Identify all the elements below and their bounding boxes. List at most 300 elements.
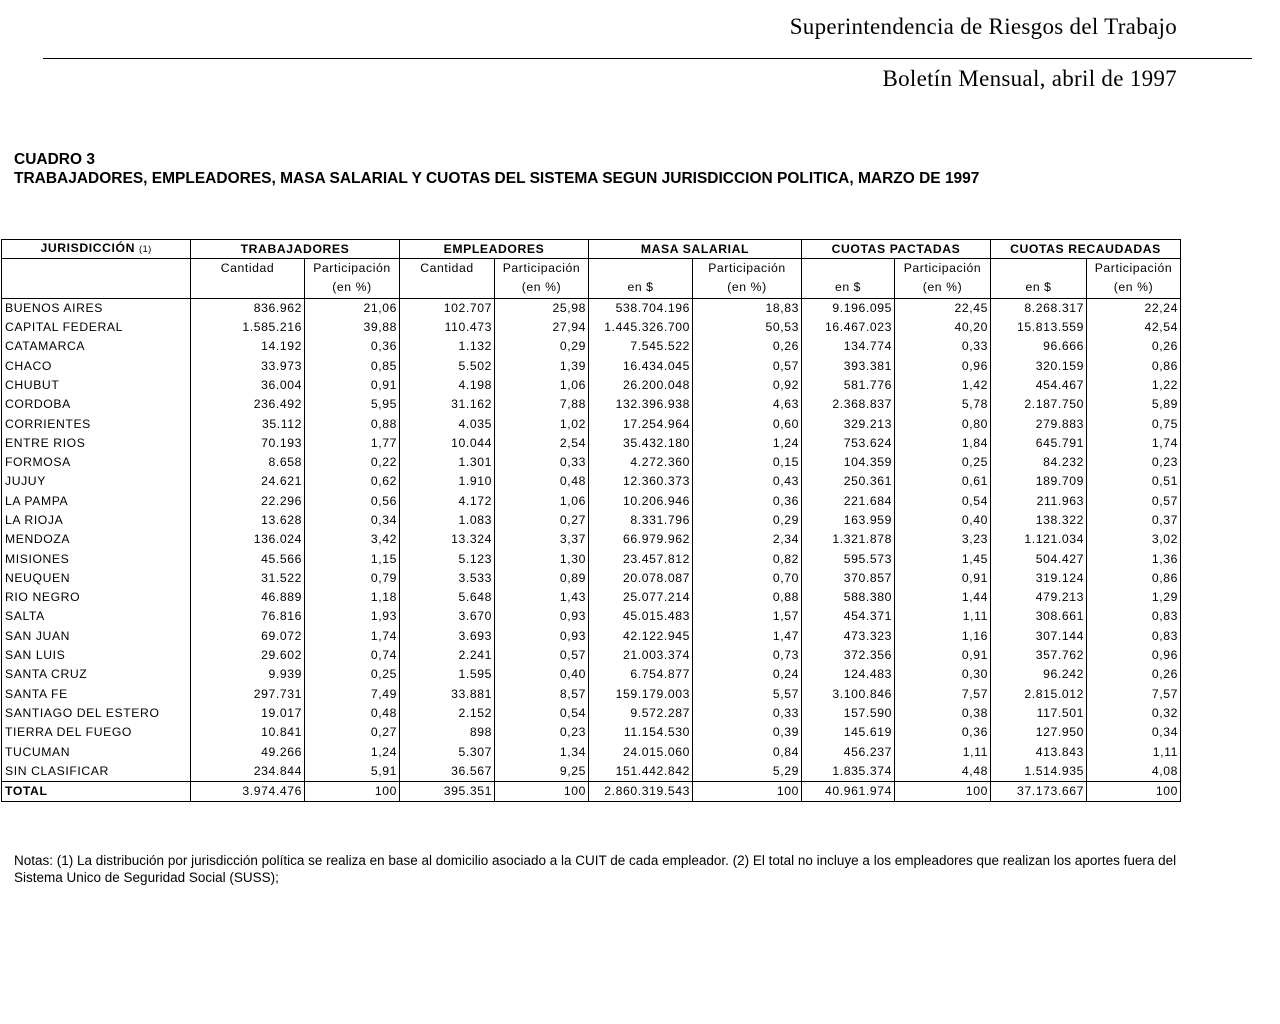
trabajadores-pct-cell: 1,24	[305, 742, 400, 761]
trabajadores-cantidad-cell: 19.017	[191, 704, 305, 723]
group-header-row	[2, 240, 1181, 259]
trabajadores-pct-cell: 0,36	[305, 337, 400, 356]
pactadas-pct-cell: 1,42	[895, 376, 991, 395]
recaudadas-pesos-cell: 279.883	[991, 414, 1087, 433]
trabajadores-cantidad-cell: 8.658	[191, 453, 305, 472]
recaudadas-pesos-cell: 96.242	[991, 665, 1087, 684]
trabajadores-pct-cell: 7,49	[305, 685, 400, 704]
header-cuotas-pactadas: CUOTAS PACTADAS	[802, 240, 991, 259]
jurisdiccion-cell: TUCUMAN	[2, 742, 191, 761]
recaudadas-pesos-cell: 1.514.935	[991, 762, 1087, 782]
empleadores-pct-cell: 100	[495, 782, 589, 802]
trabajadores-cantidad-cell: 69.072	[191, 627, 305, 646]
empleadores-pct-cell: 0,40	[495, 665, 589, 684]
masa-pesos-cell: 21.003.374	[589, 646, 693, 665]
masa-pesos-cell: 17.254.964	[589, 414, 693, 433]
subheader-en-pct: (en %)	[495, 278, 589, 298]
pactadas-pct-cell: 0,30	[895, 665, 991, 684]
header-empleadores: EMPLEADORES	[400, 240, 589, 259]
table-row	[2, 414, 1181, 433]
trabajadores-cantidad-cell: 29.602	[191, 646, 305, 665]
recaudadas-pct-cell: 0,26	[1087, 337, 1181, 356]
subheader-blank	[589, 259, 693, 279]
empleadores-pct-cell: 1,06	[495, 492, 589, 511]
empleadores-pct-cell: 0,33	[495, 453, 589, 472]
recaudadas-pesos-cell: 127.950	[991, 723, 1087, 742]
recaudadas-pct-cell: 0,51	[1087, 472, 1181, 491]
pactadas-pesos-cell: 473.323	[802, 627, 895, 646]
table-row	[2, 298, 1181, 318]
trabajadores-cantidad-cell: 46.889	[191, 588, 305, 607]
table-caption	[14, 150, 979, 188]
table-body	[2, 298, 1181, 802]
empleadores-cantidad-cell: 5.307	[400, 742, 495, 761]
jurisdiccion-cell: MISIONES	[2, 549, 191, 568]
pactadas-pesos-cell: 595.573	[802, 549, 895, 568]
jurisdiccion-cell: SANTIAGO DEL ESTERO	[2, 704, 191, 723]
empleadores-pct-cell: 0,89	[495, 569, 589, 588]
pactadas-pct-cell: 1,44	[895, 588, 991, 607]
subheader-blank	[802, 259, 895, 279]
pactadas-pesos-cell: 372.356	[802, 646, 895, 665]
recaudadas-pesos-cell: 479.213	[991, 588, 1087, 607]
pactadas-pesos-cell: 221.684	[802, 492, 895, 511]
recaudadas-pesos-cell: 37.173.667	[991, 782, 1087, 802]
recaudadas-pct-cell: 1,36	[1087, 549, 1181, 568]
trabajadores-pct-cell: 0,25	[305, 665, 400, 684]
jurisdiccion-cell: CORRIENTES	[2, 414, 191, 433]
empleadores-cantidad-cell: 102.707	[400, 298, 495, 318]
header-divider	[43, 58, 1252, 59]
recaudadas-pesos-cell: 2.815.012	[991, 685, 1087, 704]
subheader-en-pesos: en $	[589, 278, 693, 298]
masa-pct-cell: 0,82	[693, 549, 802, 568]
trabajadores-cantidad-cell: 836.962	[191, 298, 305, 318]
recaudadas-pesos-cell: 413.843	[991, 742, 1087, 761]
masa-pct-cell: 0,73	[693, 646, 802, 665]
organization-title: Superintendencia de Riesgos del Trabajo	[789, 14, 1177, 39]
empleadores-pct-cell: 0,93	[495, 607, 589, 626]
recaudadas-pct-cell: 42,54	[1087, 318, 1181, 337]
recaudadas-pct-cell: 7,57	[1087, 685, 1181, 704]
trabajadores-pct-cell: 0,48	[305, 704, 400, 723]
trabajadores-cantidad-cell: 24.621	[191, 472, 305, 491]
pactadas-pesos-cell: 393.381	[802, 356, 895, 375]
sub-header-row-1	[2, 259, 1181, 279]
recaudadas-pct-cell: 5,89	[1087, 395, 1181, 414]
empleadores-pct-cell: 0,48	[495, 472, 589, 491]
table-row	[2, 472, 1181, 491]
empleadores-pct-cell: 3,37	[495, 530, 589, 549]
table-row	[2, 318, 1181, 337]
empleadores-pct-cell: 0,54	[495, 704, 589, 723]
subheader-en-pesos: en $	[802, 278, 895, 298]
masa-pct-cell: 0,84	[693, 742, 802, 761]
masa-pct-cell: 0,60	[693, 414, 802, 433]
empleadores-pct-cell: 0,57	[495, 646, 589, 665]
pactadas-pesos-cell: 2.368.837	[802, 395, 895, 414]
table-row	[2, 434, 1181, 453]
empleadores-cantidad-cell: 3.533	[400, 569, 495, 588]
pactadas-pct-cell: 40,20	[895, 318, 991, 337]
recaudadas-pct-cell: 22,24	[1087, 298, 1181, 318]
header-masa-salarial: MASA SALARIAL	[589, 240, 802, 259]
table-row	[2, 511, 1181, 530]
empleadores-cantidad-cell: 13.324	[400, 530, 495, 549]
recaudadas-pct-cell: 0,26	[1087, 665, 1181, 684]
jurisdiction-table	[1, 239, 1181, 802]
subheader-participacion: Participación	[693, 259, 802, 279]
pactadas-pesos-cell: 588.380	[802, 588, 895, 607]
pactadas-pesos-cell: 16.467.023	[802, 318, 895, 337]
masa-pesos-cell: 24.015.060	[589, 742, 693, 761]
masa-pesos-cell: 159.179.003	[589, 685, 693, 704]
trabajadores-pct-cell: 1,15	[305, 549, 400, 568]
empleadores-cantidad-cell: 2.241	[400, 646, 495, 665]
table-row	[2, 492, 1181, 511]
recaudadas-pesos-cell: 308.661	[991, 607, 1087, 626]
header-jurisdiccion: JURISDICCIÓN (1)	[2, 240, 191, 259]
trabajadores-pct-cell: 21,06	[305, 298, 400, 318]
masa-pesos-cell: 26.200.048	[589, 376, 693, 395]
recaudadas-pesos-cell: 1.121.034	[991, 530, 1087, 549]
masa-pesos-cell: 20.078.087	[589, 569, 693, 588]
jurisdiccion-cell: SANTA FE	[2, 685, 191, 704]
empleadores-pct-cell: 9,25	[495, 762, 589, 782]
recaudadas-pesos-cell: 96.666	[991, 337, 1087, 356]
pactadas-pesos-cell: 9.196.095	[802, 298, 895, 318]
masa-pct-cell: 0,92	[693, 376, 802, 395]
pactadas-pesos-cell: 104.359	[802, 453, 895, 472]
pactadas-pesos-cell: 157.590	[802, 704, 895, 723]
recaudadas-pesos-cell: 319.124	[991, 569, 1087, 588]
subheader-blank	[991, 259, 1087, 279]
masa-pct-cell: 0,36	[693, 492, 802, 511]
pactadas-pct-cell: 1,11	[895, 607, 991, 626]
table-row	[2, 588, 1181, 607]
table-row	[2, 453, 1181, 472]
table-row	[2, 549, 1181, 568]
empleadores-cantidad-cell: 395.351	[400, 782, 495, 802]
empleadores-pct-cell: 0,29	[495, 337, 589, 356]
jurisdiccion-cell: TOTAL	[2, 782, 191, 802]
pactadas-pesos-cell: 145.619	[802, 723, 895, 742]
recaudadas-pesos-cell: 211.963	[991, 492, 1087, 511]
trabajadores-pct-cell: 5,95	[305, 395, 400, 414]
pactadas-pct-cell: 0,91	[895, 569, 991, 588]
masa-pct-cell: 0,57	[693, 356, 802, 375]
trabajadores-pct-cell: 0,34	[305, 511, 400, 530]
pactadas-pesos-cell: 370.857	[802, 569, 895, 588]
jurisdiccion-cell: CAPITAL FEDERAL	[2, 318, 191, 337]
recaudadas-pesos-cell: 645.791	[991, 434, 1087, 453]
recaudadas-pesos-cell: 307.144	[991, 627, 1087, 646]
trabajadores-pct-cell: 0,85	[305, 356, 400, 375]
recaudadas-pct-cell: 4,08	[1087, 762, 1181, 782]
pactadas-pct-cell: 0,61	[895, 472, 991, 491]
masa-pct-cell: 100	[693, 782, 802, 802]
masa-pesos-cell: 35.432.180	[589, 434, 693, 453]
empleadores-pct-cell: 27,94	[495, 318, 589, 337]
table-row	[2, 646, 1181, 665]
trabajadores-cantidad-cell: 297.731	[191, 685, 305, 704]
empleadores-cantidad-cell: 110.473	[400, 318, 495, 337]
table-row	[2, 723, 1181, 742]
trabajadores-pct-cell: 0,91	[305, 376, 400, 395]
masa-pesos-cell: 151.442.842	[589, 762, 693, 782]
pactadas-pct-cell: 1,45	[895, 549, 991, 568]
pactadas-pesos-cell: 163.959	[802, 511, 895, 530]
jurisdiccion-cell: CHUBUT	[2, 376, 191, 395]
trabajadores-cantidad-cell: 9.939	[191, 665, 305, 684]
empleadores-cantidad-cell: 10.044	[400, 434, 495, 453]
subheader-en-pct: (en %)	[895, 278, 991, 298]
empleadores-pct-cell: 7,88	[495, 395, 589, 414]
recaudadas-pct-cell: 0,34	[1087, 723, 1181, 742]
masa-pesos-cell: 23.457.812	[589, 549, 693, 568]
jurisdiccion-cell: NEUQUEN	[2, 569, 191, 588]
trabajadores-cantidad-cell: 234.844	[191, 762, 305, 782]
masa-pct-cell: 0,70	[693, 569, 802, 588]
data-table-wrapper	[1, 239, 1181, 802]
table-row	[2, 607, 1181, 626]
masa-pesos-cell: 538.704.196	[589, 298, 693, 318]
masa-pct-cell: 0,88	[693, 588, 802, 607]
pactadas-pct-cell: 0,40	[895, 511, 991, 530]
masa-pct-cell: 0,15	[693, 453, 802, 472]
jurisdiccion-cell: FORMOSA	[2, 453, 191, 472]
trabajadores-cantidad-cell: 3.974.476	[191, 782, 305, 802]
header-cuotas-recaudadas: CUOTAS RECAUDADAS	[991, 240, 1181, 259]
masa-pct-cell: 4,63	[693, 395, 802, 414]
masa-pesos-cell: 66.979.962	[589, 530, 693, 549]
trabajadores-cantidad-cell: 236.492	[191, 395, 305, 414]
empleadores-cantidad-cell: 1.083	[400, 511, 495, 530]
jurisdiccion-cell: SALTA	[2, 607, 191, 626]
jurisdiccion-cell: TIERRA DEL FUEGO	[2, 723, 191, 742]
recaudadas-pesos-cell: 504.427	[991, 549, 1087, 568]
jurisdiccion-cell: LA RIOJA	[2, 511, 191, 530]
masa-pct-cell: 1,57	[693, 607, 802, 626]
table-row	[2, 762, 1181, 782]
masa-pesos-cell: 132.396.938	[589, 395, 693, 414]
recaudadas-pct-cell: 0,32	[1087, 704, 1181, 723]
masa-pct-cell: 0,29	[693, 511, 802, 530]
masa-pct-cell: 0,43	[693, 472, 802, 491]
pactadas-pct-cell: 0,25	[895, 453, 991, 472]
empleadores-cantidad-cell: 5.502	[400, 356, 495, 375]
pactadas-pesos-cell: 581.776	[802, 376, 895, 395]
trabajadores-pct-cell: 3,42	[305, 530, 400, 549]
recaudadas-pct-cell: 0,23	[1087, 453, 1181, 472]
masa-pesos-cell: 25.077.214	[589, 588, 693, 607]
table-row	[2, 742, 1181, 761]
table-row	[2, 665, 1181, 684]
empleadores-pct-cell: 0,23	[495, 723, 589, 742]
trabajadores-cantidad-cell: 49.266	[191, 742, 305, 761]
recaudadas-pct-cell: 3,02	[1087, 530, 1181, 549]
empleadores-cantidad-cell: 4.035	[400, 414, 495, 433]
masa-pct-cell: 0,39	[693, 723, 802, 742]
trabajadores-pct-cell: 1,93	[305, 607, 400, 626]
trabajadores-cantidad-cell: 22.296	[191, 492, 305, 511]
masa-pesos-cell: 4.272.360	[589, 453, 693, 472]
masa-pct-cell: 5,29	[693, 762, 802, 782]
masa-pct-cell: 50,53	[693, 318, 802, 337]
pactadas-pct-cell: 0,36	[895, 723, 991, 742]
empleadores-cantidad-cell: 5.648	[400, 588, 495, 607]
empleadores-cantidad-cell: 4.198	[400, 376, 495, 395]
masa-pesos-cell: 16.434.045	[589, 356, 693, 375]
cuadro-title: TRABAJADORES, EMPLEADORES, MASA SALARIAL Y CUOTAS DEL SISTEMA SEGUN JURISDICCION POLITICA, MARZO DE 1997	[14, 170, 980, 187]
pactadas-pct-cell: 1,16	[895, 627, 991, 646]
recaudadas-pct-cell: 100	[1087, 782, 1181, 802]
empleadores-pct-cell: 0,27	[495, 511, 589, 530]
jurisdiccion-cell: SAN LUIS	[2, 646, 191, 665]
trabajadores-cantidad-cell: 36.004	[191, 376, 305, 395]
pactadas-pesos-cell: 1.321.878	[802, 530, 895, 549]
empleadores-cantidad-cell: 2.152	[400, 704, 495, 723]
masa-pct-cell: 1,24	[693, 434, 802, 453]
table-row	[2, 685, 1181, 704]
trabajadores-pct-cell: 1,74	[305, 627, 400, 646]
pactadas-pct-cell: 0,96	[895, 356, 991, 375]
subheader-participacion: Participación	[895, 259, 991, 279]
pactadas-pct-cell: 22,45	[895, 298, 991, 318]
footnotes: Notas: (1) La distribución por jurisdicción política se realiza en base al domicilio asociado a la CUIT de cada empleador. (2) El total no incluye a los empleadores que realizan los aportes fuera del Sistema Unico de Seguridad Social (SUSS);	[14, 853, 1177, 885]
jurisdiccion-cell: SANTA CRUZ	[2, 665, 191, 684]
table-row	[2, 627, 1181, 646]
recaudadas-pct-cell: 0,37	[1087, 511, 1181, 530]
recaudadas-pesos-cell: 138.322	[991, 511, 1087, 530]
empleadores-pct-cell: 1,02	[495, 414, 589, 433]
trabajadores-pct-cell: 0,56	[305, 492, 400, 511]
masa-pct-cell: 5,57	[693, 685, 802, 704]
subheader-blank	[191, 278, 305, 298]
pactadas-pct-cell: 0,80	[895, 414, 991, 433]
recaudadas-pesos-cell: 320.159	[991, 356, 1087, 375]
empleadores-pct-cell: 1,30	[495, 549, 589, 568]
pactadas-pct-cell: 4,48	[895, 762, 991, 782]
header-trabajadores: TRABAJADORES	[191, 240, 400, 259]
pactadas-pesos-cell: 753.624	[802, 434, 895, 453]
subheader-en-pct: (en %)	[1087, 278, 1181, 298]
empleadores-cantidad-cell: 5.123	[400, 549, 495, 568]
recaudadas-pesos-cell: 117.501	[991, 704, 1087, 723]
trabajadores-pct-cell: 1,18	[305, 588, 400, 607]
recaudadas-pct-cell: 0,86	[1087, 356, 1181, 375]
masa-pct-cell: 18,83	[693, 298, 802, 318]
masa-pesos-cell: 9.572.287	[589, 704, 693, 723]
pactadas-pesos-cell: 329.213	[802, 414, 895, 433]
masa-pesos-cell: 42.122.945	[589, 627, 693, 646]
empleadores-cantidad-cell: 36.567	[400, 762, 495, 782]
empleadores-cantidad-cell: 4.172	[400, 492, 495, 511]
pactadas-pct-cell: 7,57	[895, 685, 991, 704]
masa-pct-cell: 0,26	[693, 337, 802, 356]
trabajadores-pct-cell: 0,22	[305, 453, 400, 472]
pactadas-pesos-cell: 3.100.846	[802, 685, 895, 704]
empleadores-cantidad-cell: 31.162	[400, 395, 495, 414]
pactadas-pct-cell: 1,84	[895, 434, 991, 453]
table-row	[2, 376, 1181, 395]
jurisdiccion-cell: BUENOS AIRES	[2, 298, 191, 318]
recaudadas-pct-cell: 0,83	[1087, 627, 1181, 646]
empleadores-cantidad-cell: 1.301	[400, 453, 495, 472]
trabajadores-pct-cell: 100	[305, 782, 400, 802]
pactadas-pct-cell: 5,78	[895, 395, 991, 414]
pactadas-pct-cell: 0,33	[895, 337, 991, 356]
subheader-participacion: Participación	[1087, 259, 1181, 279]
masa-pct-cell: 1,47	[693, 627, 802, 646]
trabajadores-cantidad-cell: 33.973	[191, 356, 305, 375]
recaudadas-pct-cell: 0,86	[1087, 569, 1181, 588]
recaudadas-pesos-cell: 189.709	[991, 472, 1087, 491]
trabajadores-cantidad-cell: 1.585.216	[191, 318, 305, 337]
empleadores-pct-cell: 8,57	[495, 685, 589, 704]
empleadores-cantidad-cell: 1.595	[400, 665, 495, 684]
trabajadores-cantidad-cell: 31.522	[191, 569, 305, 588]
trabajadores-cantidad-cell: 13.628	[191, 511, 305, 530]
masa-pesos-cell: 11.154.530	[589, 723, 693, 742]
subheader-blank	[2, 259, 191, 279]
empleadores-cantidad-cell: 3.693	[400, 627, 495, 646]
jurisdiccion-cell: SIN CLASIFICAR	[2, 762, 191, 782]
trabajadores-cantidad-cell: 14.192	[191, 337, 305, 356]
empleadores-cantidad-cell: 898	[400, 723, 495, 742]
sub-header-row-2	[2, 278, 1181, 298]
jurisdiccion-cell: CORDOBA	[2, 395, 191, 414]
table-row	[2, 569, 1181, 588]
pactadas-pesos-cell: 454.371	[802, 607, 895, 626]
masa-pct-cell: 2,34	[693, 530, 802, 549]
trabajadores-cantidad-cell: 136.024	[191, 530, 305, 549]
masa-pesos-cell: 7.545.522	[589, 337, 693, 356]
masa-pesos-cell: 12.360.373	[589, 472, 693, 491]
empleadores-cantidad-cell: 3.670	[400, 607, 495, 626]
trabajadores-pct-cell: 0,88	[305, 414, 400, 433]
subheader-cantidad: Cantidad	[400, 259, 495, 279]
subheader-en-pesos: en $	[991, 278, 1087, 298]
empleadores-pct-cell: 2,54	[495, 434, 589, 453]
empleadores-pct-cell: 1,34	[495, 742, 589, 761]
recaudadas-pct-cell: 1,22	[1087, 376, 1181, 395]
subheader-blank	[400, 278, 495, 298]
pactadas-pct-cell: 0,38	[895, 704, 991, 723]
recaudadas-pct-cell: 0,83	[1087, 607, 1181, 626]
trabajadores-cantidad-cell: 35.112	[191, 414, 305, 433]
empleadores-pct-cell: 0,93	[495, 627, 589, 646]
recaudadas-pesos-cell: 454.467	[991, 376, 1087, 395]
trabajadores-pct-cell: 0,74	[305, 646, 400, 665]
jurisdiccion-cell: SAN JUAN	[2, 627, 191, 646]
masa-pesos-cell: 45.015.483	[589, 607, 693, 626]
subheader-cantidad: Cantidad	[191, 259, 305, 279]
trabajadores-pct-cell: 0,62	[305, 472, 400, 491]
pactadas-pesos-cell: 134.774	[802, 337, 895, 356]
masa-pesos-cell: 8.331.796	[589, 511, 693, 530]
total-row	[2, 782, 1181, 802]
table-row	[2, 704, 1181, 723]
table-row	[2, 530, 1181, 549]
jurisdiccion-cell: ENTRE RIOS	[2, 434, 191, 453]
recaudadas-pesos-cell: 15.813.559	[991, 318, 1087, 337]
trabajadores-pct-cell: 0,79	[305, 569, 400, 588]
masa-pesos-cell: 6.754.877	[589, 665, 693, 684]
recaudadas-pct-cell: 1,74	[1087, 434, 1181, 453]
recaudadas-pesos-cell: 357.762	[991, 646, 1087, 665]
jurisdiccion-cell: LA PAMPA	[2, 492, 191, 511]
